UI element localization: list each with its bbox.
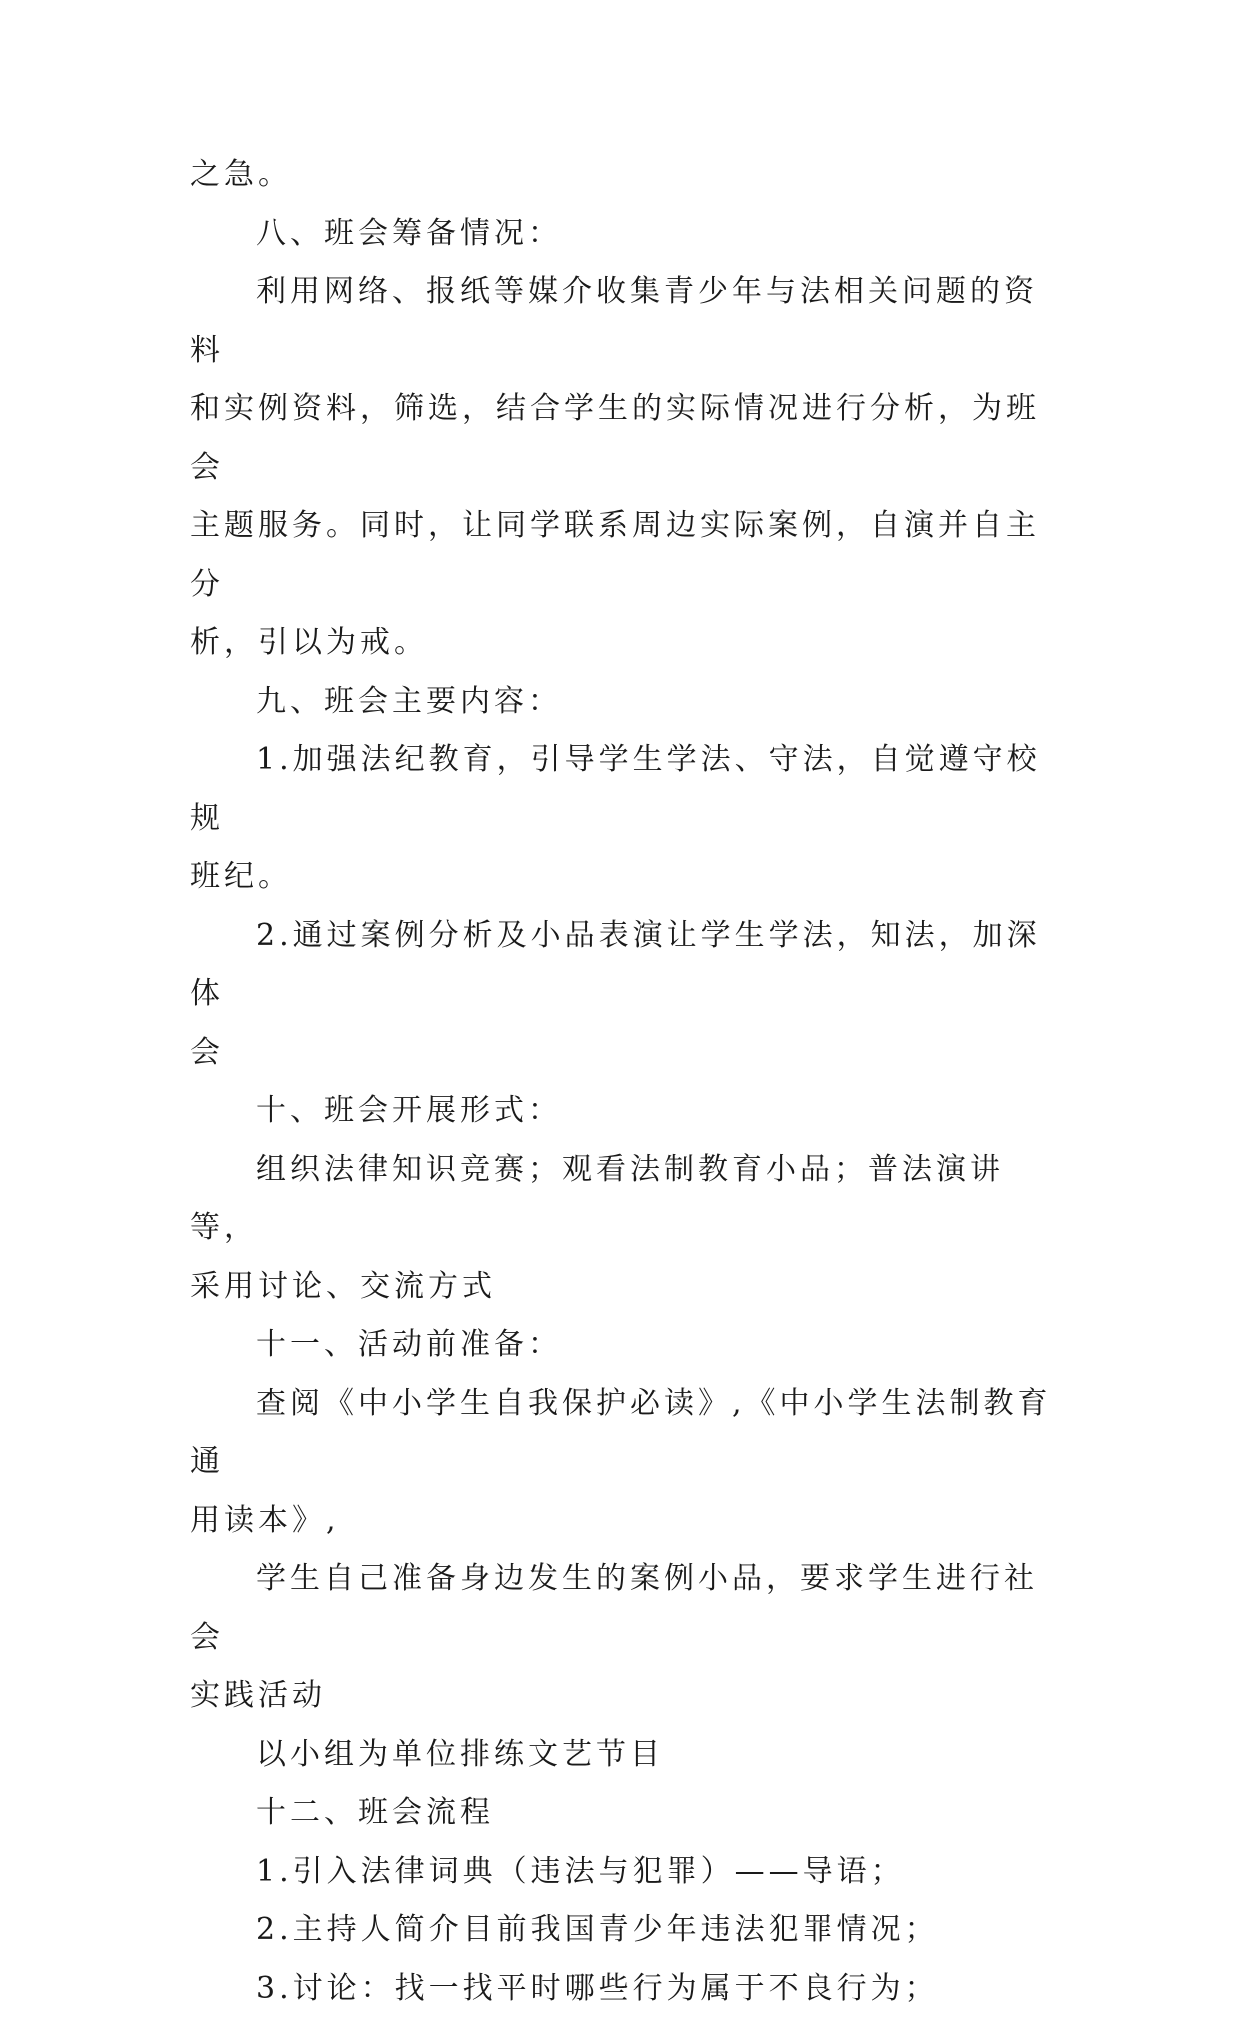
document-line: 学生自己准备身边发生的案例小品，要求学生进行社会 [190,1550,1070,1667]
document-line: 班纪。 [190,848,1070,907]
document-line: 利用网络、报纸等媒介收集青少年与法相关问题的资料 [190,263,1070,380]
document-line: 十一、活动前准备： [190,1316,1070,1375]
document-line: 八、班会筹备情况： [190,205,1070,264]
document-line: 2.主持人简介目前我国青少年违法犯罪情况； [190,1901,1070,1960]
document-line: 组织法律知识竞赛；观看法制教育小品；普法演讲等， [190,1141,1070,1258]
document-line: 实践活动 [190,1667,1070,1726]
document-line: 查阅《中小学生自我保护必读》,《中小学生法制教育通 [190,1375,1070,1492]
document-line: 会 [190,1024,1070,1083]
document-line: 用读本》, [190,1492,1070,1551]
document-line: 3.讨论：找一找平时哪些行为属于不良行为； [190,1960,1070,2018]
document-line: 1.加强法纪教育，引导学生学法、守法，自觉遵守校规 [190,731,1070,848]
document-line: 九、班会主要内容： [190,673,1070,732]
document-line: 十、班会开展形式： [190,1082,1070,1141]
document-line: 采用讨论、交流方式 [190,1258,1070,1317]
document-line: 析，引以为戒。 [190,614,1070,673]
document-body [190,146,1070,2018]
document-line: 2.通过案例分析及小品表演让学生学法，知法，加深体 [190,907,1070,1024]
document-line: 之急。 [190,146,1070,205]
document-line: 十二、班会流程 [190,1784,1070,1843]
document-line: 和实例资料，筛选，结合学生的实际情况进行分析，为班会 [190,380,1070,497]
document-line: 1.引入法律词典（违法与犯罪）——导语； [190,1843,1070,1902]
document-line: 主题服务。同时，让同学联系周边实际案例，自演并自主分 [190,497,1070,614]
document-line: 以小组为单位排练文艺节目 [190,1726,1070,1785]
